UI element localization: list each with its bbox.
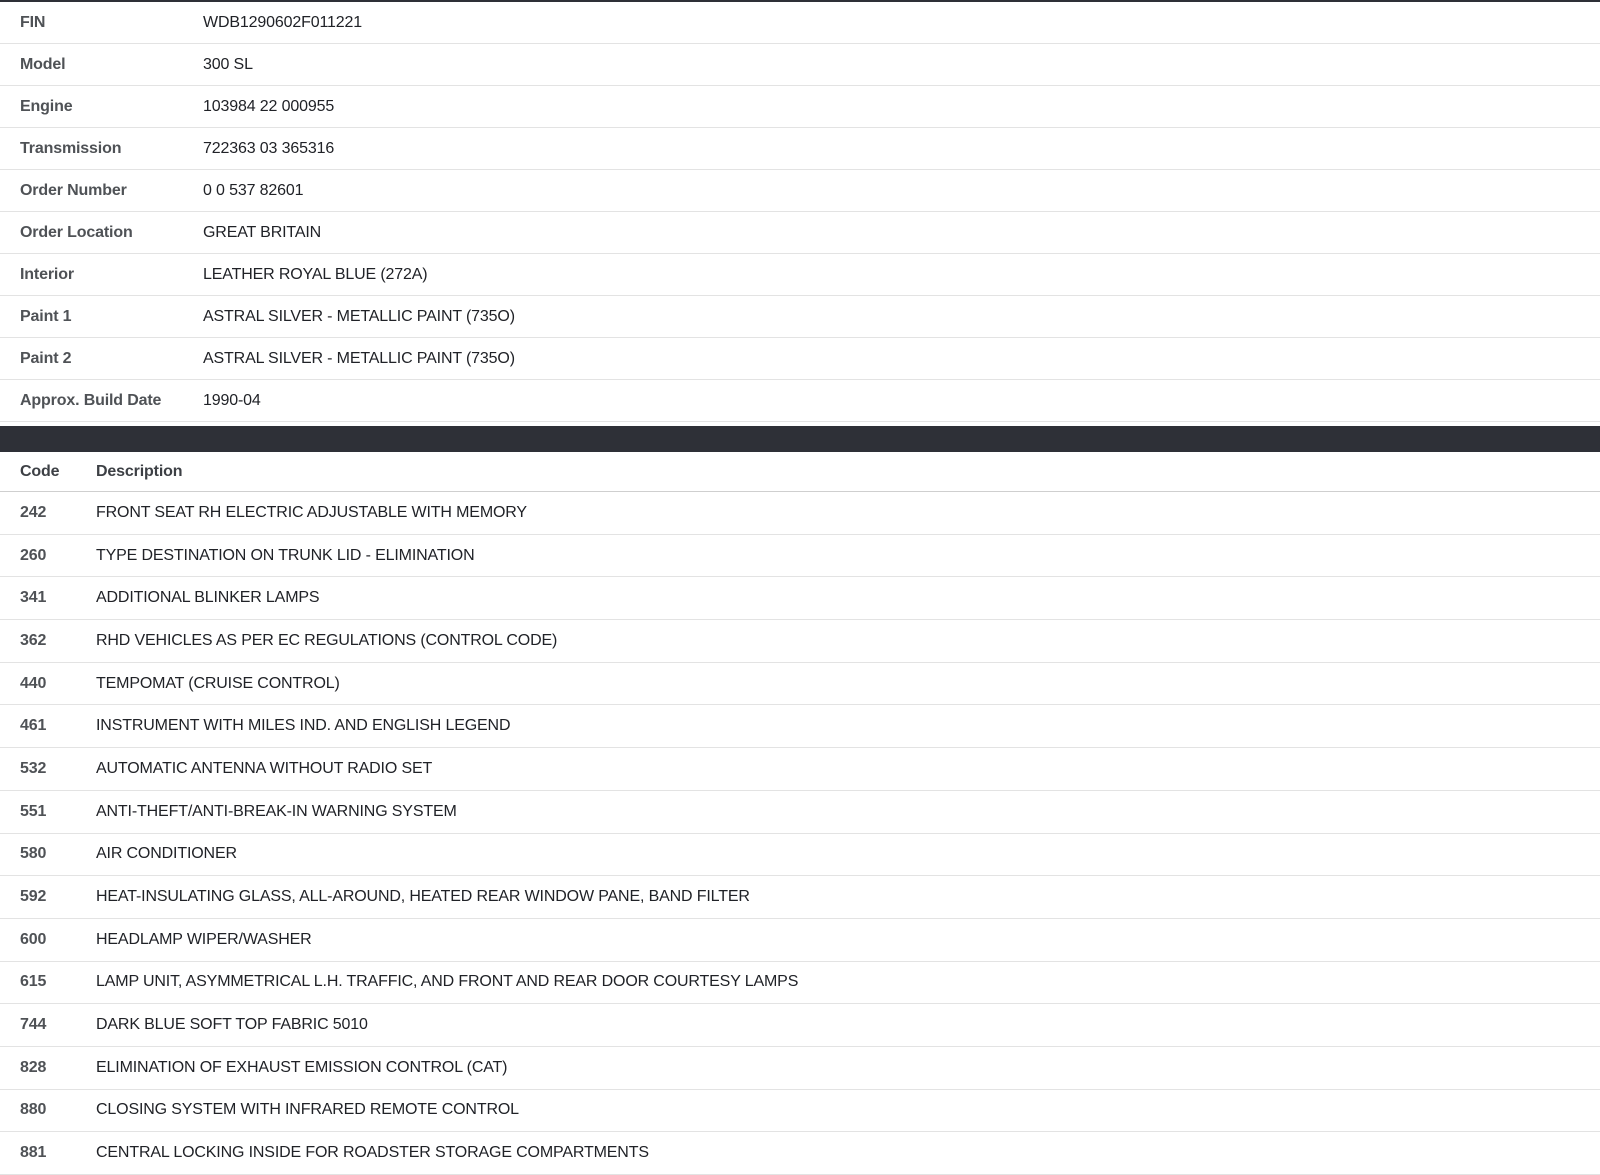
option-description: HEAT-INSULATING GLASS, ALL-AROUND, HEATED REAR WINDOW PANE, BAND FILTER xyxy=(96,888,750,906)
spec-label: Paint 1 xyxy=(20,307,72,325)
option-code-row xyxy=(0,834,1600,877)
option-code-row xyxy=(0,492,1600,535)
option-code: 615 xyxy=(20,973,47,991)
option-description: ELIMINATION OF EXHAUST EMISSION CONTROL (CAT) xyxy=(96,1058,508,1076)
option-code-row xyxy=(0,876,1600,919)
spec-value: WDB1290602F011221 xyxy=(203,13,363,31)
option-description: INSTRUMENT WITH MILES IND. AND ENGLISH LEGEND xyxy=(96,717,511,735)
option-code: 744 xyxy=(20,1016,47,1034)
spec-value: 300 SL xyxy=(203,55,253,73)
spec-row xyxy=(0,128,1600,170)
spec-row xyxy=(0,170,1600,212)
option-code-row xyxy=(0,1004,1600,1047)
spec-label: Order Location xyxy=(20,223,133,241)
spec-row xyxy=(0,44,1600,86)
spec-label: Interior xyxy=(20,265,74,283)
option-description: AIR CONDITIONER xyxy=(96,845,237,863)
option-code-row xyxy=(0,577,1600,620)
option-code: 260 xyxy=(20,546,47,564)
option-codes-table xyxy=(0,452,1600,1175)
section-divider-bar xyxy=(0,426,1600,452)
option-description: CENTRAL LOCKING INSIDE FOR ROADSTER STORAGE COMPARTMENTS xyxy=(96,1144,649,1162)
spec-row xyxy=(0,296,1600,338)
option-code: 880 xyxy=(20,1101,47,1119)
option-description: TYPE DESTINATION ON TRUNK LID - ELIMINATION xyxy=(96,546,475,564)
option-description: FRONT SEAT RH ELECTRIC ADJUSTABLE WITH MEMORY xyxy=(96,503,527,521)
spec-label: Model xyxy=(20,55,66,73)
code-column-header: Code xyxy=(20,462,60,480)
option-code-row xyxy=(0,663,1600,706)
option-code: 461 xyxy=(20,717,47,735)
spec-label: FIN xyxy=(20,13,46,31)
spec-value: 103984 22 000955 xyxy=(203,97,335,115)
spec-row xyxy=(0,338,1600,380)
spec-row xyxy=(0,212,1600,254)
option-description: DARK BLUE SOFT TOP FABRIC 5010 xyxy=(96,1016,368,1034)
spec-label: Approx. Build Date xyxy=(20,391,162,409)
option-description: LAMP UNIT, ASYMMETRICAL L.H. TRAFFIC, AND FRONT AND REAR DOOR COURTESY LAMPS xyxy=(96,973,799,991)
option-description: ANTI-THEFT/ANTI-BREAK-IN WARNING SYSTEM xyxy=(96,802,457,820)
option-code-row xyxy=(0,1047,1600,1090)
option-code: 362 xyxy=(20,631,47,649)
spec-label: Transmission xyxy=(20,139,122,157)
spec-row xyxy=(0,380,1600,422)
option-code-row xyxy=(0,620,1600,663)
spec-label: Order Number xyxy=(20,181,127,199)
vehicle-spec-table xyxy=(0,0,1600,422)
spec-row xyxy=(0,86,1600,128)
spec-value: 722363 03 365316 xyxy=(203,139,335,157)
option-code-row xyxy=(0,748,1600,791)
spec-value: ASTRAL SILVER - METALLIC PAINT (735O) xyxy=(203,307,515,325)
option-description: CLOSING SYSTEM WITH INFRARED REMOTE CONTROL xyxy=(96,1101,519,1119)
spec-label: Paint 2 xyxy=(20,349,72,367)
description-column-header: Description xyxy=(96,462,183,480)
option-code: 551 xyxy=(20,802,47,820)
option-code-row xyxy=(0,1132,1600,1175)
option-code: 881 xyxy=(20,1144,47,1162)
option-description: TEMPOMAT (CRUISE CONTROL) xyxy=(96,674,340,692)
option-code: 440 xyxy=(20,674,47,692)
spec-label: Engine xyxy=(20,97,73,115)
spec-value: 1990-04 xyxy=(203,391,261,409)
spec-value: LEATHER ROYAL BLUE (272A) xyxy=(203,265,428,283)
spec-row xyxy=(0,254,1600,296)
option-code-row xyxy=(0,535,1600,578)
option-code: 828 xyxy=(20,1058,47,1076)
option-code-row xyxy=(0,919,1600,962)
option-code: 242 xyxy=(20,503,47,521)
spec-value: 0 0 537 82601 xyxy=(203,181,304,199)
option-code: 592 xyxy=(20,888,47,906)
option-description: HEADLAMP WIPER/WASHER xyxy=(96,930,312,948)
option-description: AUTOMATIC ANTENNA WITHOUT RADIO SET xyxy=(96,759,433,777)
option-description: RHD VEHICLES AS PER EC REGULATIONS (CONTROL CODE) xyxy=(96,631,558,649)
option-code-row xyxy=(0,791,1600,834)
spec-row xyxy=(0,2,1600,44)
spec-value: GREAT BRITAIN xyxy=(203,223,322,241)
codes-table-body xyxy=(0,492,1600,1175)
option-code: 600 xyxy=(20,930,47,948)
spec-value: ASTRAL SILVER - METALLIC PAINT (735O) xyxy=(203,349,515,367)
option-code-row xyxy=(0,1090,1600,1133)
option-code-row xyxy=(0,705,1600,748)
codes-table-header-row xyxy=(0,452,1600,492)
option-code: 580 xyxy=(20,845,47,863)
option-code: 341 xyxy=(20,589,47,607)
option-code-row xyxy=(0,962,1600,1005)
option-description: ADDITIONAL BLINKER LAMPS xyxy=(96,589,320,607)
option-code: 532 xyxy=(20,759,47,777)
